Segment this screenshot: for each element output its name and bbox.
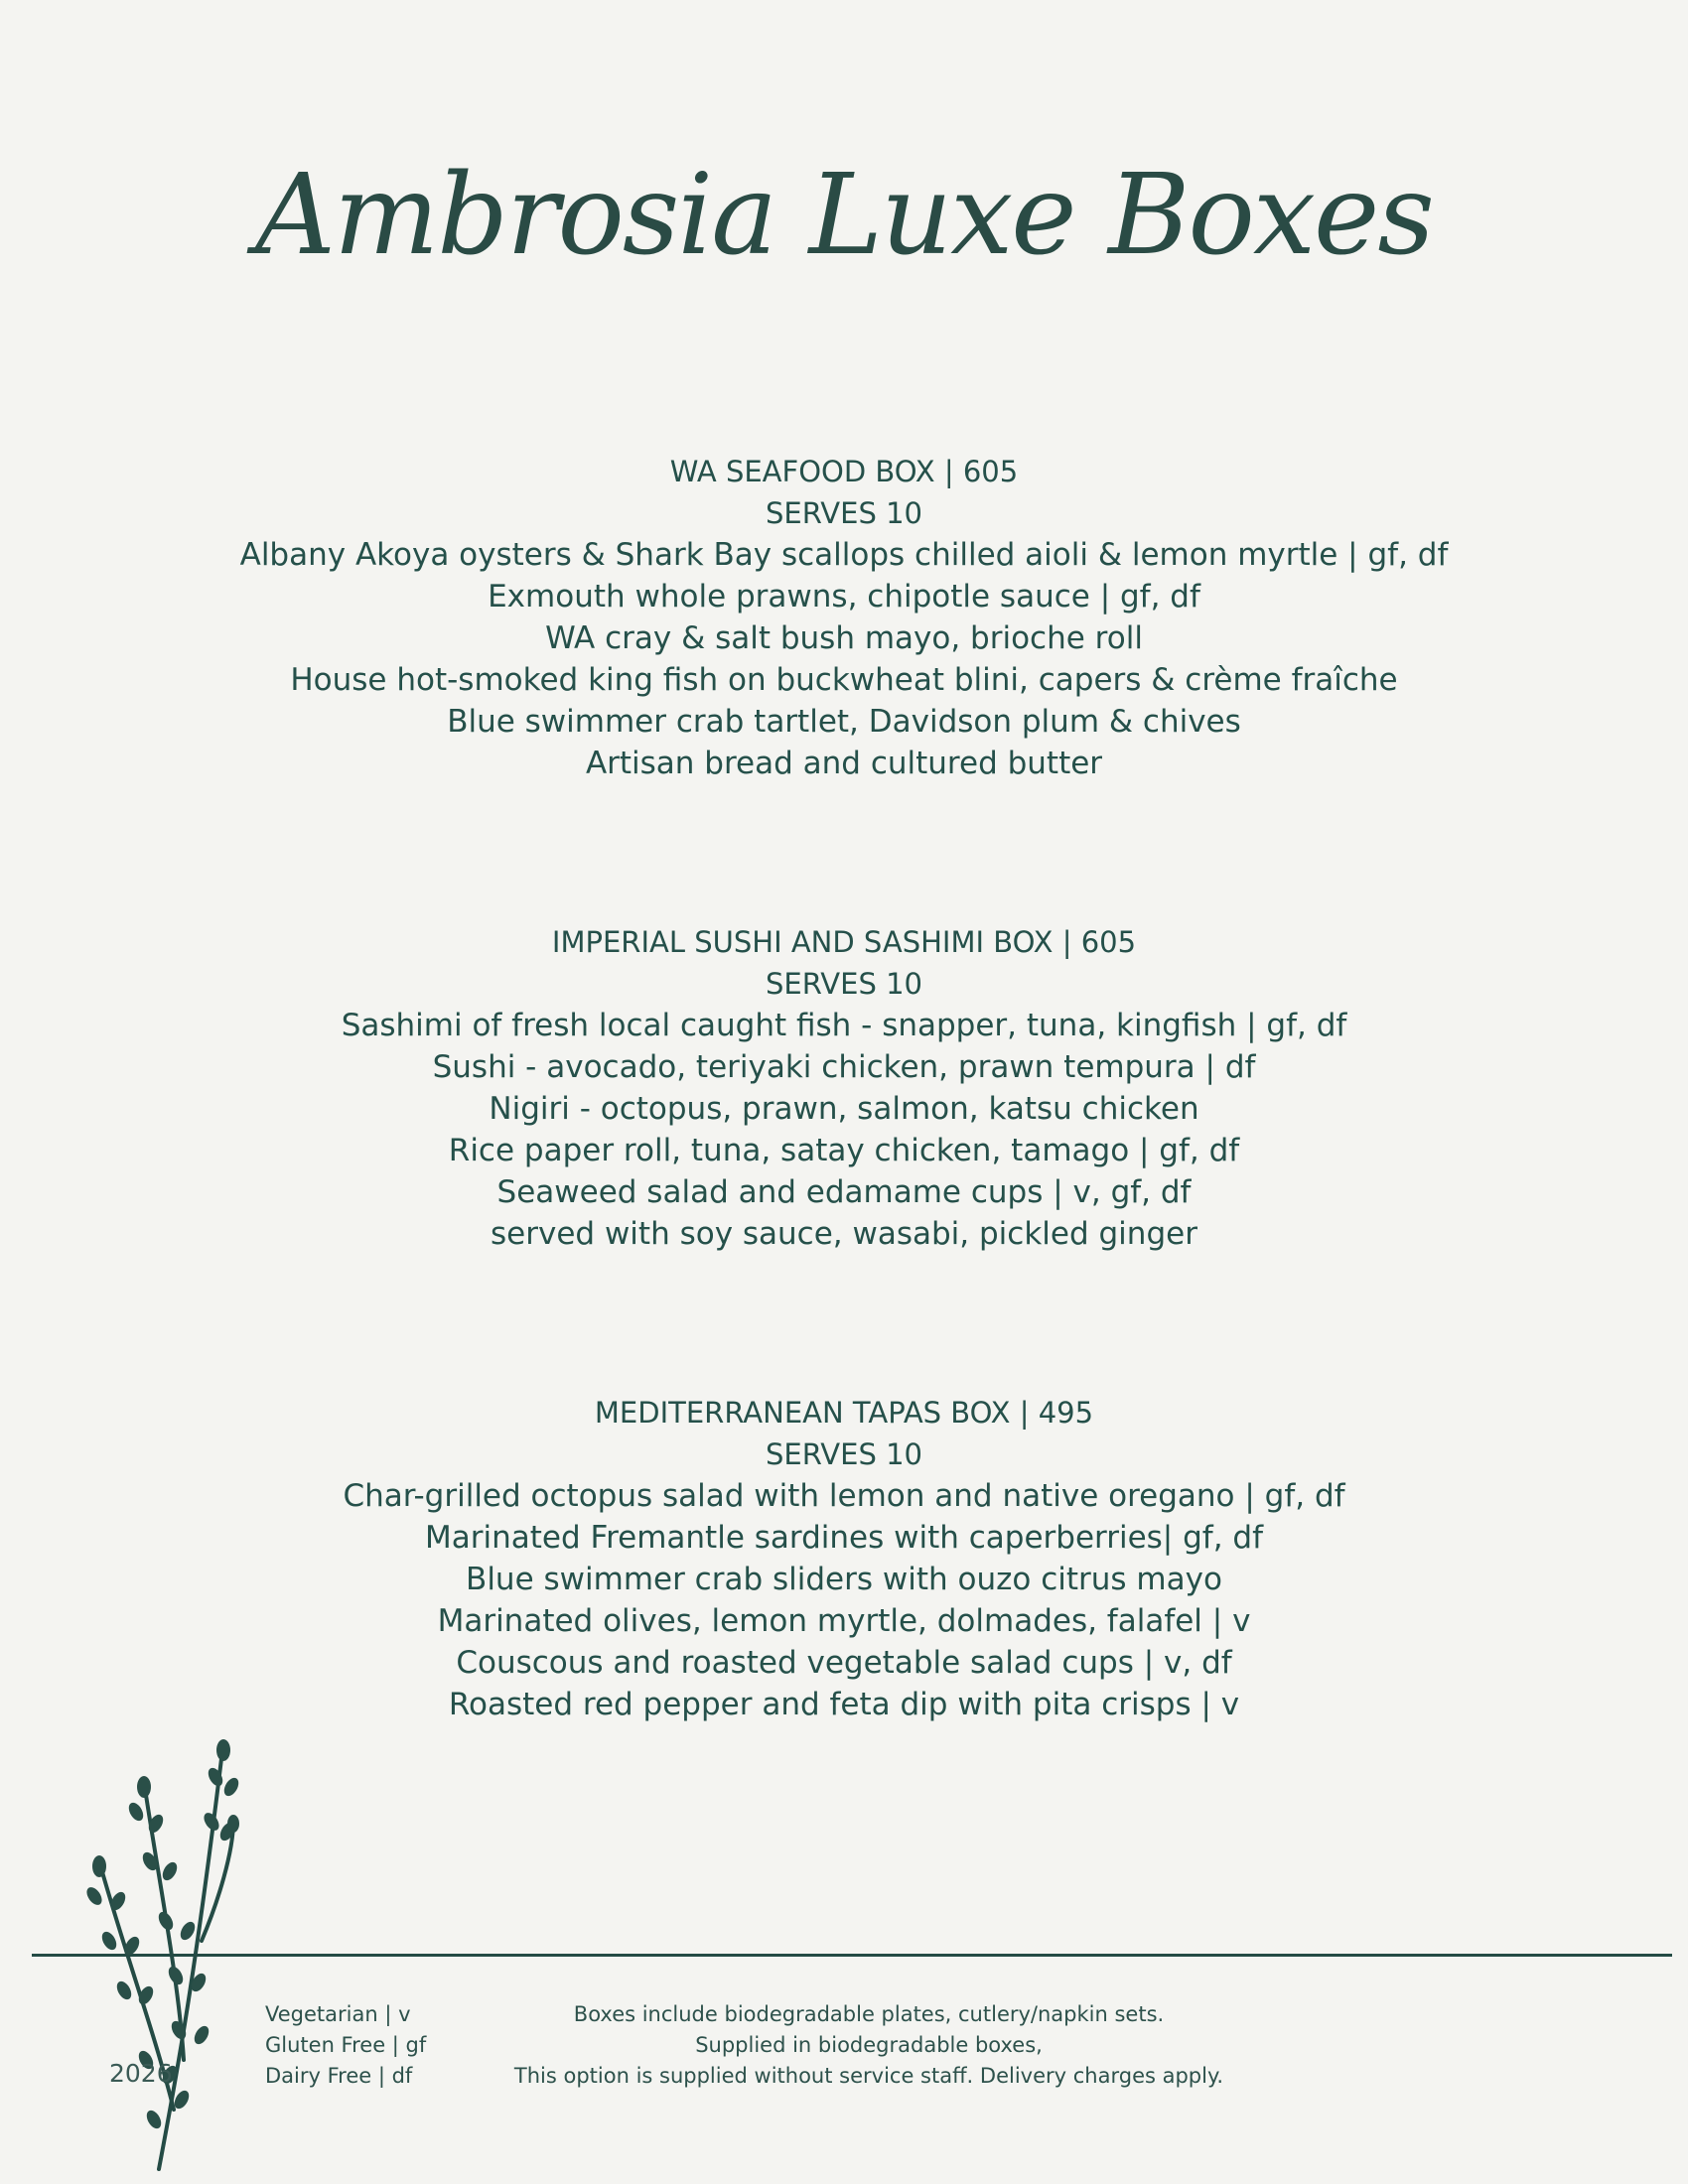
menu-section-tapas: [0, 1392, 1688, 1725]
menu-item: Albany Akoya oysters & Shark Bay scallops chilled aioli & lemon myrtle | gf, df: [239, 537, 1449, 573]
legend-item: Vegetarian | v: [265, 2002, 411, 2026]
menu-item: Char-grilled octopus salad with lemon and native oregano | gf, df: [343, 1478, 1345, 1514]
herb-sprig-icon: [84, 1732, 283, 2179]
menu-item: Rice paper roll, tuna, satay chicken, tamago | gf, df: [448, 1133, 1240, 1168]
note-line: This option is supplied without service staff. Delivery charges apply.: [513, 2064, 1224, 2088]
menu-section-seafood: [0, 451, 1688, 784]
section-serves: SERVES 10: [766, 496, 922, 530]
footer-notes: [447, 1999, 1291, 2092]
note-line: Boxes include biodegradable plates, cutlery/napkin sets.: [573, 2002, 1165, 2026]
year-label: 2026: [109, 2059, 173, 2088]
section-heading: WA SEAFOOD BOX | 605: [669, 455, 1019, 488]
menu-item: Roasted red pepper and feta dip with pita crisps | v: [448, 1687, 1240, 1722]
menu-item: Sushi - avocado, teriyaki chicken, prawn tempura | df: [432, 1049, 1256, 1085]
menu-item: served with soy sauce, wasabi, pickled ginger: [491, 1216, 1197, 1252]
menu-item: Blue swimmer crab tartlet, Davidson plum & chives: [447, 704, 1241, 740]
menu-item: Blue swimmer crab sliders with ouzo citrus mayo: [466, 1562, 1222, 1597]
menu-item: Sashimi of fresh local caught fish - snapper, tuna, kingfish | gf, df: [341, 1008, 1347, 1043]
menu-item: Exmouth whole prawns, chipotle sauce | gf, df: [488, 579, 1200, 614]
legend-item: Dairy Free | df: [265, 2064, 413, 2088]
menu-item: Nigiri - octopus, prawn, salmon, katsu chicken: [489, 1091, 1199, 1127]
menu-item: WA cray & salt bush mayo, brioche roll: [545, 620, 1143, 656]
menu-section-sushi: [0, 921, 1688, 1255]
section-serves: SERVES 10: [766, 1437, 922, 1471]
menu-item: Marinated Fremantle sardines with caperberries| gf, df: [425, 1520, 1263, 1556]
section-serves: SERVES 10: [766, 967, 922, 1001]
menu-item: House hot-smoked king fish on buckwheat blini, capers & crème fraîche: [290, 662, 1398, 698]
menu-item: Marinated olives, lemon myrtle, dolmades, falafel | v: [437, 1603, 1251, 1639]
section-heading: IMPERIAL SUSHI AND SASHIMI BOX | 605: [551, 925, 1137, 959]
section-heading: MEDITERRANEAN TAPAS BOX | 495: [594, 1396, 1094, 1430]
menu-item: Artisan bread and cultured butter: [585, 746, 1103, 781]
dietary-legend: [265, 1999, 426, 2092]
page-title: Ambrosia Luxe Boxes: [255, 151, 1433, 280]
menu-item: Couscous and roasted vegetable salad cups | v, df: [456, 1645, 1232, 1681]
legend-item: Gluten Free | gf: [265, 2033, 427, 2057]
note-line: Supplied in biodegradable boxes,: [695, 2033, 1043, 2057]
menu-item: Seaweed salad and edamame cups | v, gf, df: [496, 1174, 1192, 1210]
